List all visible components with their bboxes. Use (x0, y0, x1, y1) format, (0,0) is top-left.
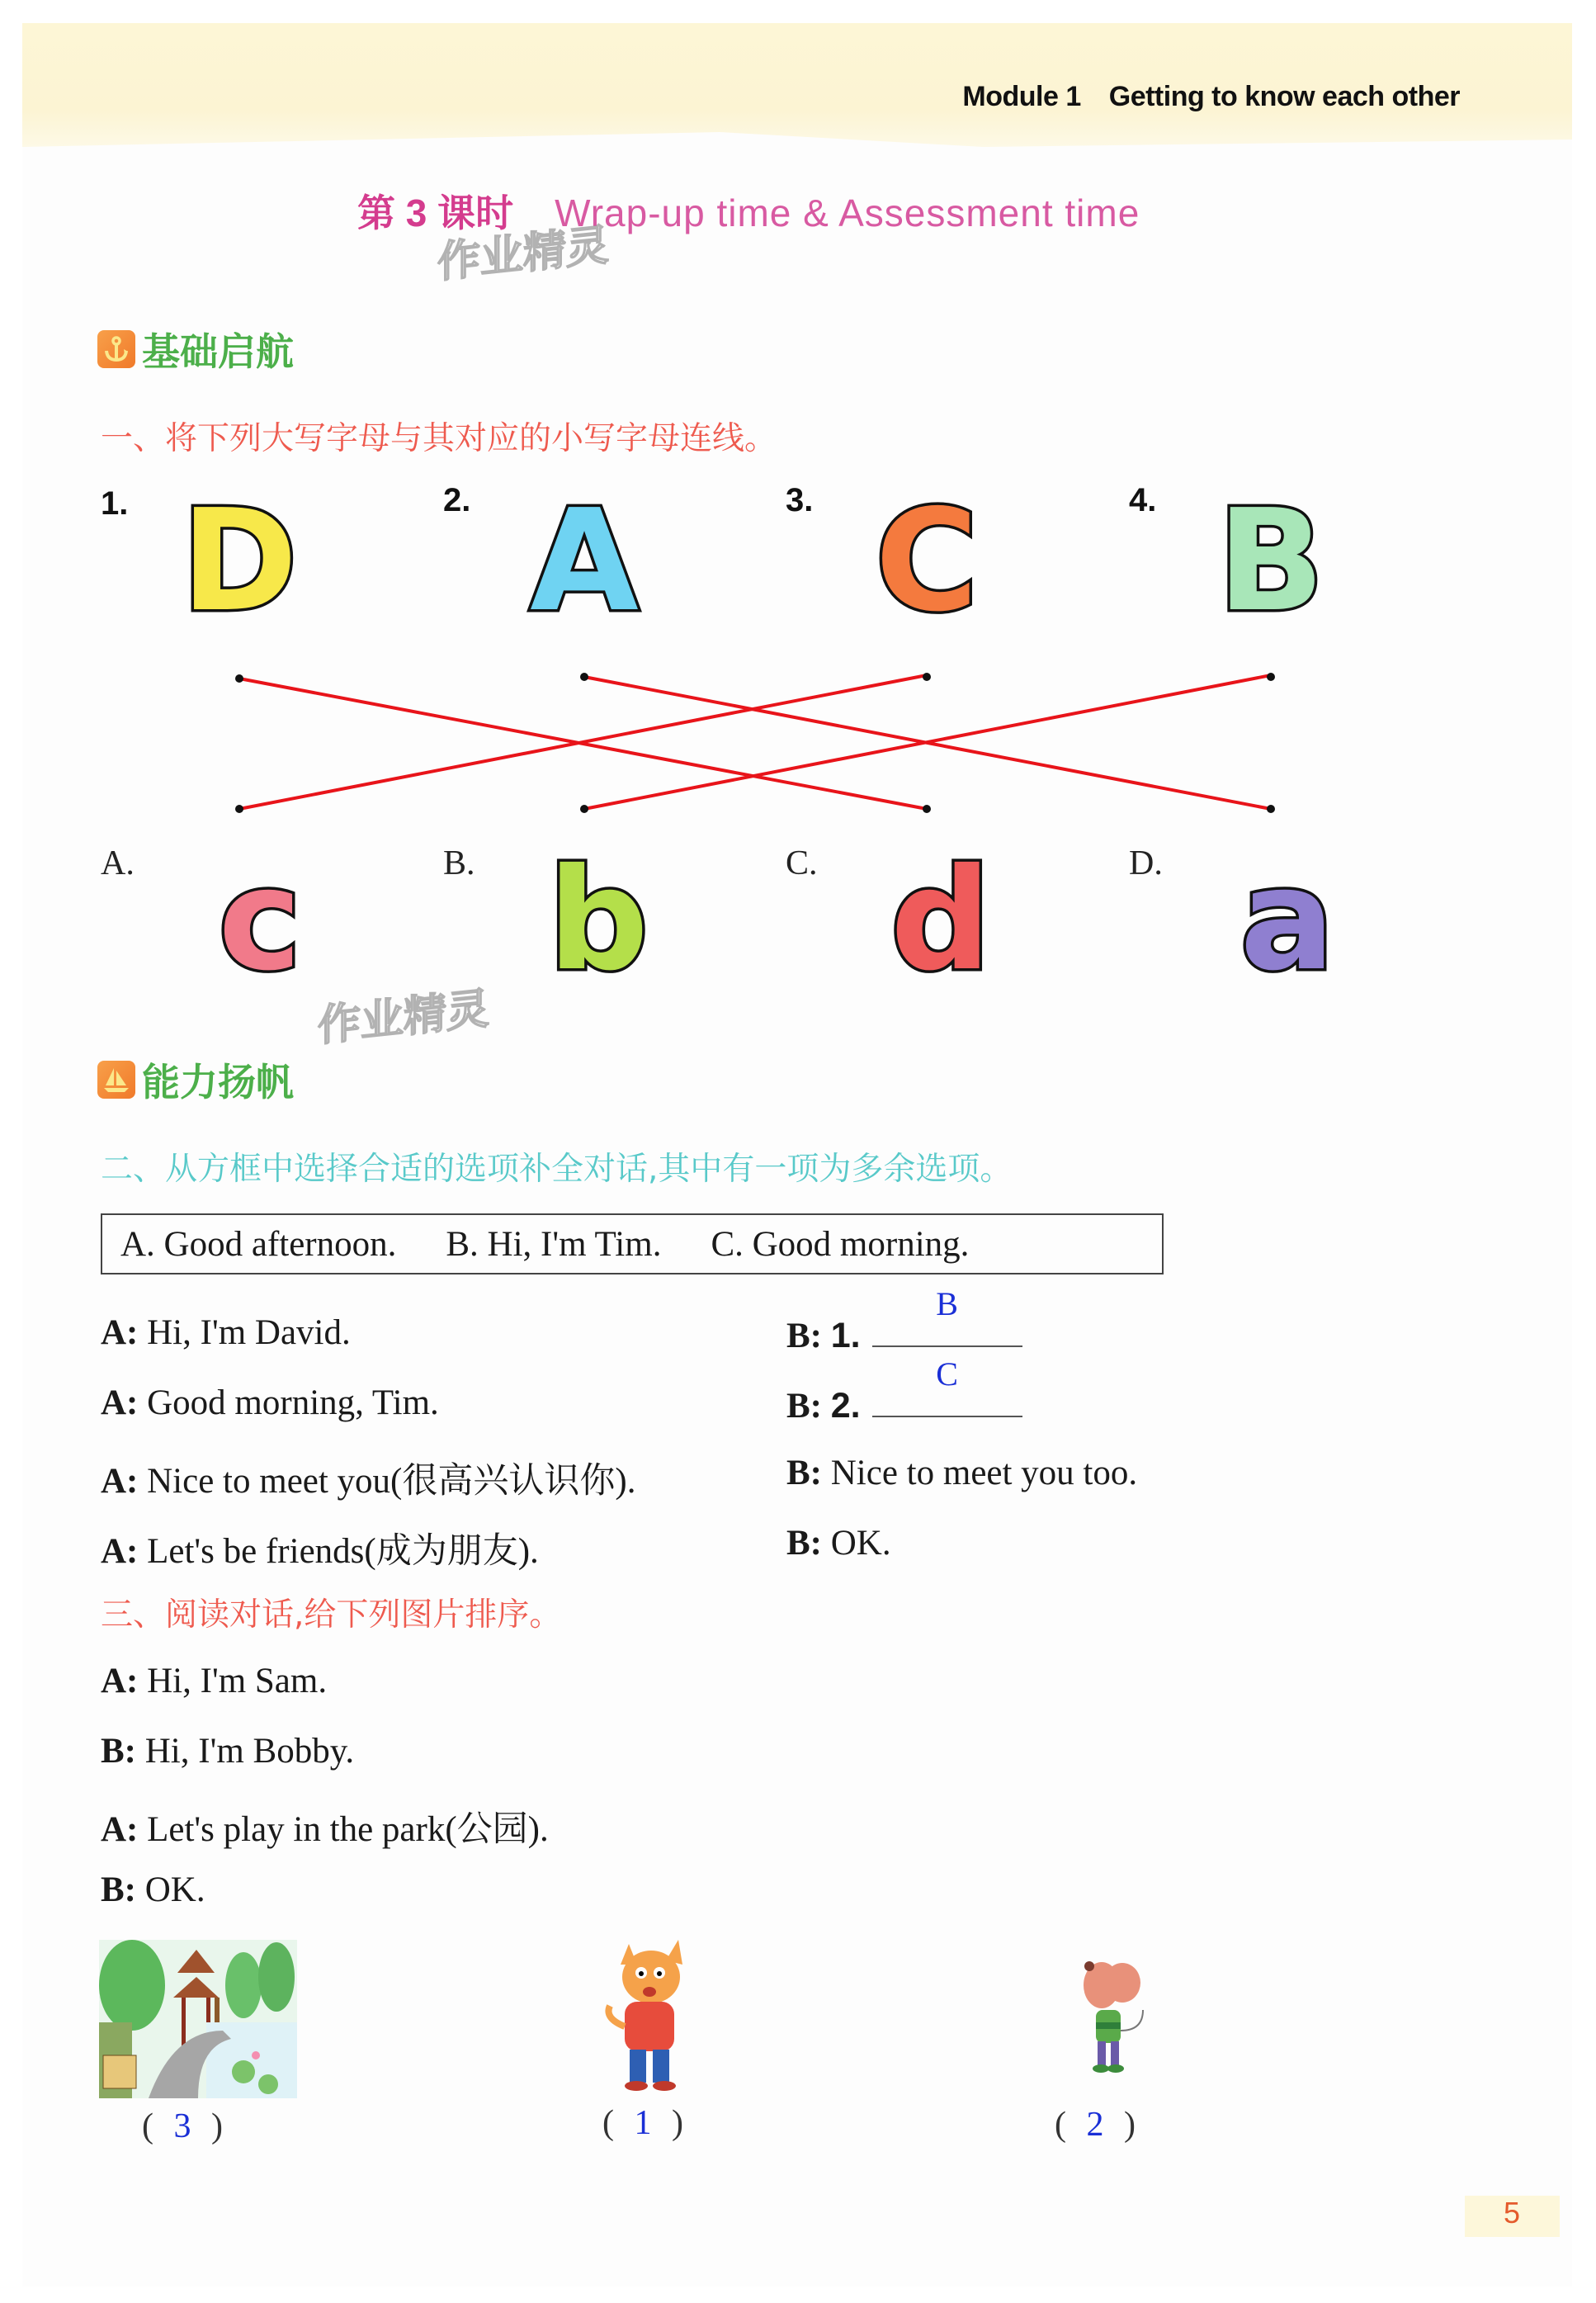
upper-dot-1[interactable] (235, 674, 243, 683)
park-picture (99, 1940, 297, 2098)
watermark: 作业精灵 (437, 220, 610, 288)
cat-order-answer[interactable]: 1 (634, 2104, 652, 2142)
choice-option-B: B. Hi, I'm Tim. (446, 1224, 662, 1264)
q2-line-b3: B: Nice to meet you too. (786, 1454, 1138, 1492)
lower-dot-C[interactable] (923, 805, 931, 813)
q3-line-4: B: OK. (101, 1870, 205, 1909)
lowercase-letter-c: c (218, 839, 302, 1002)
mouse-picture (1065, 1956, 1164, 2076)
q2-line-a3: A: Nice to meet you(很高兴认识你). (101, 1462, 636, 1501)
lowercase-letter-a: a (1239, 839, 1335, 1002)
q2-line-a2: A: Good morning, Tim. (101, 1383, 439, 1422)
q2-line-b4: B: OK. (786, 1524, 891, 1563)
q1-num-3: 3. (786, 482, 814, 518)
q1-opt-A: A. (101, 844, 135, 882)
lesson-title-en: Wrap-up time & Assessment time (555, 192, 1140, 234)
sailboat-icon (97, 1061, 135, 1099)
upper-dot-4[interactable] (1267, 673, 1275, 681)
answer-1: B (936, 1285, 958, 1322)
answer-blank-2[interactable] (872, 1355, 1022, 1417)
q1-opt-D: D. (1129, 844, 1163, 882)
q3-line-1: A: Hi, I'm Sam. (101, 1662, 328, 1700)
q3-instruction: 三、阅读对话,给下列图片排序。 (101, 1596, 562, 1634)
section-ability (97, 1052, 294, 1107)
answer-blank-1[interactable] (872, 1285, 1022, 1347)
section-basic-title: 基础启航 (142, 329, 294, 374)
q1-opt-C: C. (786, 844, 818, 882)
answer-2: C (936, 1355, 958, 1393)
q2-instruction: 二、从方框中选择合适的选项补全对话,其中有一项为多余选项。 (101, 1151, 1013, 1188)
mouse-answer: ( 2 ) (1055, 2106, 1136, 2144)
lesson-title-cn: 第 3 课时 (357, 192, 514, 234)
q1-num-4: 4. (1129, 482, 1157, 518)
uppercase-letter-A: A (530, 480, 639, 643)
q1-num-1: 1. (101, 485, 129, 522)
mouse-order-answer[interactable]: 2 (1086, 2106, 1104, 2144)
q1-instruction: 一、将下列大写字母与其对应的小写字母连线。 (101, 420, 777, 457)
lower-dot-D[interactable] (1267, 805, 1275, 813)
q3-line-2: B: Hi, I'm Bobby. (101, 1732, 355, 1771)
lower-dot-B[interactable] (580, 805, 588, 813)
lowercase-letter-b: b (548, 839, 649, 1002)
q2-line-a1: A: Hi, I'm David. (101, 1313, 351, 1352)
park-order-answer[interactable]: 3 (173, 2107, 191, 2145)
lowercase-letter-d: d (890, 839, 991, 1002)
uppercase-letter-C: C (875, 480, 979, 643)
q2-line-b1: B: 1. B (786, 1312, 1022, 1356)
q2-line-b2: B: 2. C (786, 1383, 1022, 1426)
choice-box (101, 1213, 1164, 1274)
choice-option-A: A. Good afternoon. (120, 1224, 397, 1264)
module-number: Module 1 (962, 81, 1081, 112)
upper-dot-3[interactable] (923, 673, 931, 681)
module-name: Getting to know each other (1108, 81, 1460, 112)
cat-answer: ( 1 ) (602, 2104, 683, 2142)
q2-line-a4: A: Let's be friends(成为朋友). (101, 1532, 539, 1571)
cat-picture (600, 1936, 707, 2093)
q3-line-3: A: Let's play in the park(公园). (101, 1810, 549, 1849)
watermark: 作业精灵 (318, 984, 490, 1052)
uppercase-letter-B: B (1217, 480, 1324, 643)
page-number: 5 (1504, 2196, 1521, 2230)
park-answer: ( 3 ) (142, 2107, 223, 2145)
section-ability-title: 能力扬帆 (142, 1060, 294, 1104)
q1-opt-B: B. (443, 844, 475, 882)
q1-num-2: 2. (443, 482, 471, 518)
uppercase-letter-D: D (181, 480, 298, 643)
choice-option-C: C. Good morning. (711, 1224, 970, 1264)
upper-dot-2[interactable] (580, 673, 588, 681)
lower-dot-A[interactable] (235, 805, 243, 813)
